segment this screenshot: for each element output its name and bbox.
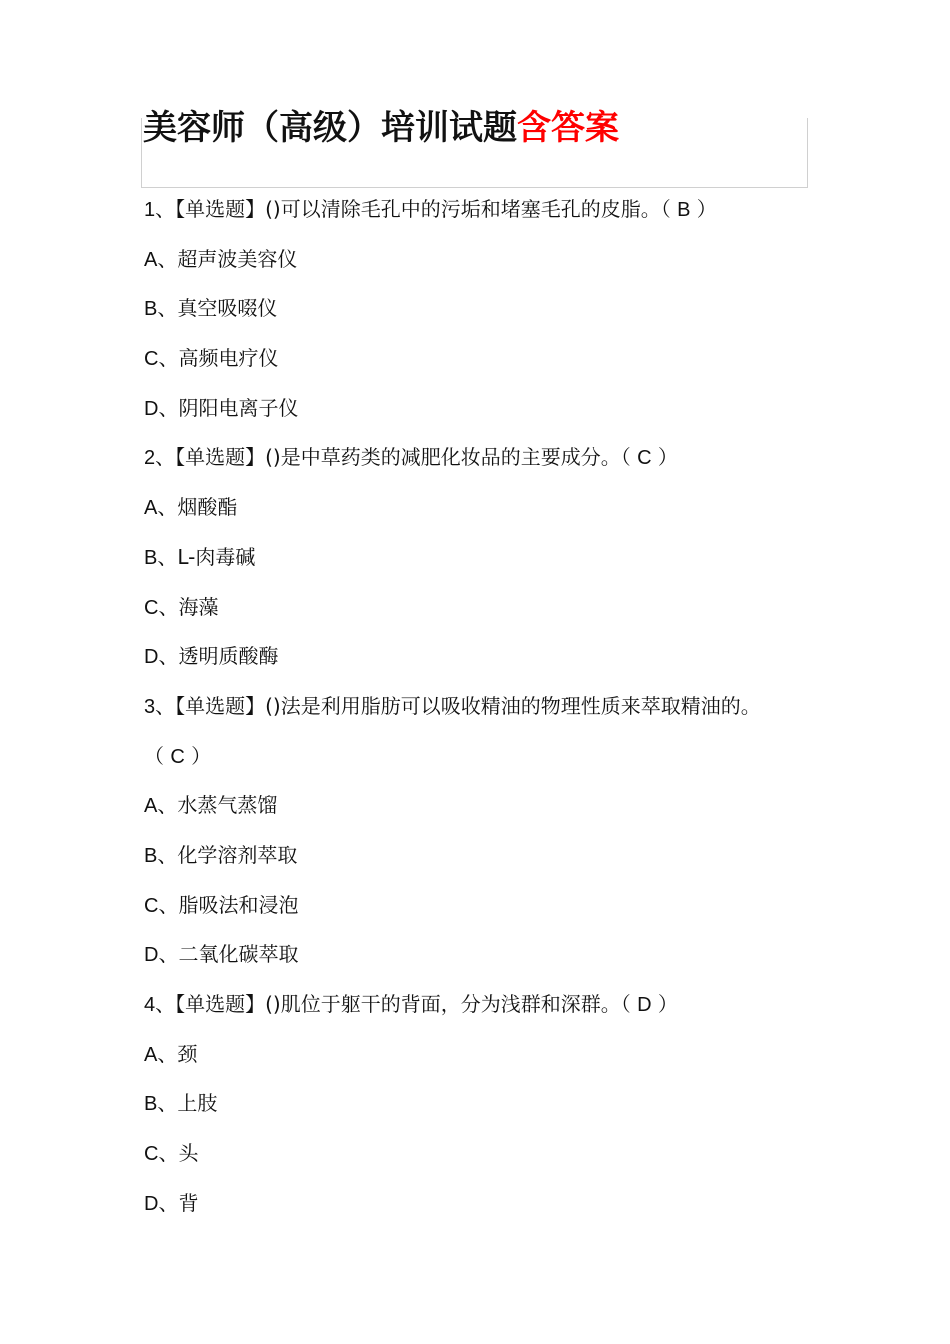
answer: C [637, 447, 652, 470]
answer-open: （ [660, 197, 671, 221]
option-text: 阴阳电离子仪 [178, 395, 299, 420]
question-number: 4、 [144, 994, 176, 1016]
option-letter: A、 [144, 248, 178, 271]
option-letter: C、 [144, 1143, 179, 1166]
question-type: 【单选题】 [175, 197, 266, 221]
question-4 [144, 980, 824, 1030]
answer-close: ） [696, 197, 717, 221]
answer: B [677, 199, 691, 221]
question-stem: ()肌位于躯干的背面，分为浅群和深群。 [265, 992, 621, 1016]
question-number: 3、 [144, 695, 176, 718]
option-text: 头 [178, 1141, 199, 1166]
option-row [144, 583, 824, 633]
question-type: 【单选题】 [175, 693, 266, 718]
option-letter: A、 [144, 497, 178, 520]
question-2 [144, 433, 824, 483]
option-text: 超声波美容仪 [177, 246, 298, 271]
option-text: 水蒸气蒸馏 [177, 793, 278, 818]
answer-open: （ [620, 445, 631, 470]
option-letter: B、 [144, 844, 178, 867]
option-text: 上肢 [177, 1091, 218, 1116]
option-row [144, 1179, 824, 1229]
question-number: 1、 [144, 199, 176, 221]
question-stem: ()可以清除毛孔中的污垢和堵塞毛孔的皮脂。 [265, 197, 661, 221]
option-text: 颈 [177, 1041, 198, 1066]
option-letter: D、 [144, 397, 179, 420]
question-stem: ()法是利用脂肪可以吸收精油的物理性质来萃取精油的。 [265, 693, 761, 718]
option-letter: A、 [144, 795, 178, 818]
option-row [144, 235, 824, 285]
option-row [144, 483, 824, 533]
option-text: 烟酸酯 [177, 495, 238, 520]
question-3-answer-line [144, 732, 824, 782]
title-main: 美容师（高级）培训试题 [143, 108, 517, 148]
answer-close: ） [191, 743, 212, 768]
option-row [144, 334, 824, 384]
option-letter: A、 [144, 1043, 178, 1066]
option-text: 真空吸啜仪 [177, 296, 278, 321]
option-text: L-肉毒碱 [177, 544, 256, 569]
question-type: 【单选题】 [175, 992, 266, 1016]
question-3 [144, 682, 824, 732]
option-row [144, 284, 824, 334]
option-row [144, 881, 824, 931]
option-text: 背 [178, 1190, 199, 1215]
option-text: 透明质酸酶 [178, 644, 279, 669]
option-letter: C、 [144, 894, 179, 917]
question-stem: ()是中草药类的减肥化妆品的主要成分。 [265, 445, 621, 470]
answer-close: ） [657, 445, 678, 470]
option-letter: D、 [144, 1192, 179, 1215]
option-letter: B、 [144, 298, 178, 321]
option-text: 化学溶剂萃取 [177, 842, 298, 867]
option-letter: C、 [144, 348, 179, 371]
option-text: 脂吸法和浸泡 [178, 892, 299, 917]
answer-open: （ [620, 992, 631, 1016]
option-letter: B、 [144, 1093, 178, 1116]
question-number: 2、 [144, 447, 176, 470]
question-type: 【单选题】 [175, 445, 266, 470]
option-text: 海藻 [178, 594, 219, 619]
question-1 [144, 185, 824, 235]
option-letter: D、 [144, 944, 179, 967]
title-accent: 含答案 [517, 108, 619, 148]
option-letter: C、 [144, 596, 179, 619]
option-row [144, 1030, 824, 1080]
option-row [144, 1129, 824, 1179]
option-row [144, 930, 824, 980]
option-row [144, 632, 824, 682]
answer-close: ） [657, 992, 678, 1016]
option-letter: D、 [144, 646, 179, 669]
question-list [144, 185, 824, 1228]
option-text: 高频电疗仪 [178, 346, 279, 371]
option-row [144, 1079, 824, 1129]
option-row [144, 831, 824, 881]
option-row [144, 384, 824, 434]
answer: D [637, 994, 652, 1016]
answer-open: （ [144, 743, 164, 768]
option-text: 二氧化碳萃取 [178, 942, 299, 967]
option-letter: B、 [144, 546, 178, 569]
answer: C [170, 745, 185, 768]
option-row [144, 533, 824, 583]
page-title [143, 104, 619, 152]
option-row [144, 781, 824, 831]
